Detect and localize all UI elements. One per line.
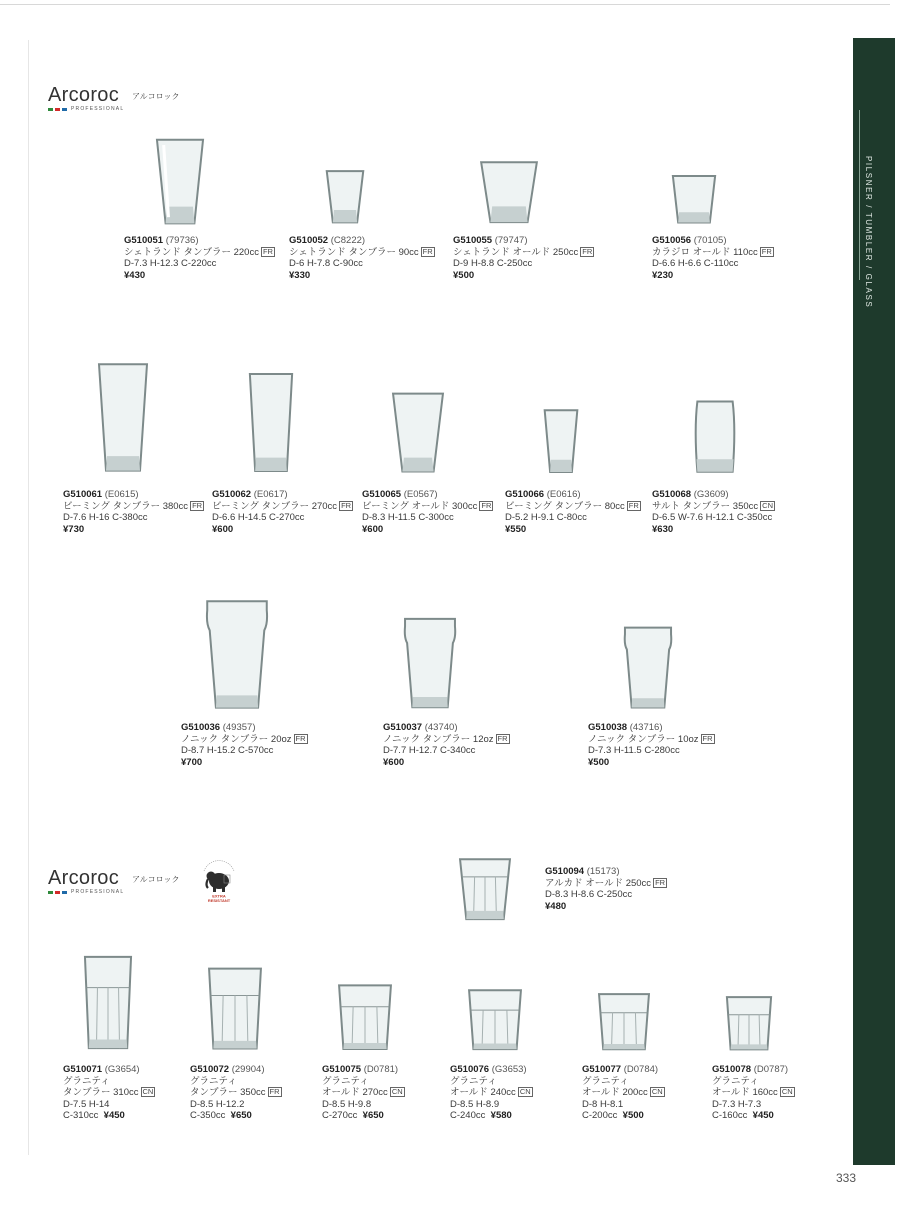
product-code: G510037 [383,722,423,733]
origin-badge: FR [269,1087,280,1096]
product-ref: (43716) [629,722,663,733]
glass-g510072 [208,967,262,1051]
glass-g510094 [459,858,511,921]
origin-badge: FR [262,246,273,256]
glass-g510055 [480,161,538,224]
glass-g510077 [598,993,650,1051]
product-ref: (43740) [424,722,458,733]
product-ref: (E0567) [403,489,438,500]
glass-g510065 [392,392,444,474]
product-capacity: C-310cc [63,1110,99,1121]
product-desc: サルト タンブラー 350cc [652,500,759,512]
product-caption [63,1064,155,1122]
product-dims: D-7.5 H-14 [63,1098,110,1110]
product-ref: (E0615) [104,489,139,500]
old-fashioned-glass-icon [392,392,444,474]
product-caption [453,235,594,281]
category-label: PILSNER / TUMBLER / GLASS [864,156,873,309]
product-caption [190,1064,282,1122]
product-dims: D-6.6 H-6.6 C-110cc [652,258,739,269]
product-code: G510062 [212,489,252,500]
origin-badge: FR [582,246,593,256]
brand-sub-text: PROFESSIONAL [71,106,125,112]
product-capacity: C-160cc [712,1110,748,1121]
product-series: グラニティ [712,1075,759,1087]
product-price: ¥480 [545,900,567,912]
product-desc: オールド 200cc [582,1087,648,1098]
product-desc: シェトランド タンブラー 90cc [289,246,419,258]
faceted-glass-icon [726,996,772,1051]
product-price: ¥430 [124,269,146,281]
origin-badge: FR [295,733,306,743]
glass-g510071 [84,955,132,1051]
product-caption [124,235,275,281]
product-caption [212,489,353,535]
product-dims: D-7.3 H-7.3 [712,1098,762,1110]
product-desc: アルカド オールド 250cc [545,877,652,889]
product-code: G510066 [505,489,545,500]
tumbler-glass-icon [694,400,736,474]
product-series: グラニティ [322,1075,369,1087]
top-rule [0,4,890,5]
tumbler-glass-icon [249,372,293,474]
glass-g510051 [156,138,204,226]
origin-badge: FR [192,500,203,510]
brand-square-blue [62,108,67,111]
product-code: G510068 [652,489,692,500]
product-price: ¥700 [181,756,203,768]
glass-g510038 [624,626,672,710]
glass-g510066 [544,409,578,474]
product-dims: D-6.6 H-14.5 C-270cc [212,512,305,523]
product-price: ¥630 [652,523,674,535]
product-price: ¥230 [652,269,674,281]
product-ref: (E0617) [253,489,288,500]
brand-header-bottom [48,867,180,895]
product-dims: D-6 H-7.8 C-90cc [289,258,363,269]
product-dims: D-9 H-8.8 C-250cc [453,258,533,269]
product-caption [362,489,493,535]
product-code: G510056 [652,235,692,246]
product-price: ¥500 [622,1110,644,1121]
origin-badge: FR [655,877,666,887]
origin-badge: FR [422,246,433,256]
elephant-icon [198,857,240,905]
product-ref: (49357) [222,722,256,733]
product-price: ¥550 [505,523,527,535]
product-dims: D-8.5 H-9.8 [322,1098,372,1110]
tumbler-glass-icon [544,409,578,474]
product-desc: カラジロ オールド 110cc [652,246,758,258]
origin-badge: CN [519,1087,531,1096]
product-code: G510075 [322,1064,362,1075]
product-code: G510078 [712,1064,752,1075]
category-sidebar [853,38,895,1165]
product-series: グラニティ [190,1075,237,1087]
product-desc: ノニック タンブラー 10oz [588,733,699,745]
product-dims: D-8 H-8.1 [582,1098,624,1110]
brand-sub [48,889,124,895]
old-fashioned-glass-icon [672,175,716,224]
product-dims: D-7.3 H-11.5 C-280cc [588,745,680,756]
product-dims: D-8.3 H-8.6 C-250cc [545,889,633,900]
product-desc: ノニック タンブラー 20oz [181,733,292,745]
product-desc: ビーミング タンブラー 380cc [63,500,189,512]
product-caption [181,722,308,768]
product-caption [383,722,510,768]
glass-g510068 [694,400,736,474]
tumbler-glass-icon [326,170,364,224]
svg-text:RESISTANT: RESISTANT [207,898,231,903]
nonic-glass-icon [206,599,268,711]
glass-g510056 [672,175,716,224]
product-caption [450,1064,533,1122]
brand-square-red [55,891,60,894]
nonic-glass-icon [624,626,672,710]
product-series: グラニティ [582,1075,629,1087]
faceted-glass-icon [459,858,511,921]
product-price: ¥450 [752,1110,774,1121]
brand-square-blue [62,891,67,894]
product-code: G510072 [190,1064,230,1075]
product-code: G510061 [63,489,103,500]
product-ref: (D0787) [753,1064,789,1075]
product-desc: ノニック タンブラー 12oz [383,733,494,745]
product-ref: (70105) [693,235,727,246]
product-dims: D-8.5 H-8.9 [450,1098,500,1110]
faceted-glass-icon [598,993,650,1051]
glass-g510052 [326,170,364,224]
product-price: ¥650 [362,1110,384,1121]
origin-badge: FR [702,733,713,743]
product-price: ¥650 [230,1110,252,1121]
product-ref: (G3653) [491,1064,527,1075]
origin-badge: CN [391,1087,403,1096]
product-price: ¥330 [289,269,311,281]
brand-square-red [55,108,60,111]
product-caption [582,1064,665,1122]
product-desc: オールド 240cc [450,1087,516,1098]
brand-kana: アルコロック [132,92,180,101]
product-ref: (79736) [165,235,199,246]
brand-sub-text: PROFESSIONAL [71,889,125,895]
product-code: G510094 [545,866,585,877]
product-dims: D-6.5 W-7.6 H-12.1 C-350cc [652,512,773,523]
product-capacity: C-350cc [190,1110,226,1121]
product-desc: オールド 270cc [322,1087,388,1098]
glass-g510078 [726,996,772,1051]
product-dims: D-7.7 H-12.7 C-340cc [383,745,476,756]
product-ref: (D0784) [623,1064,659,1075]
product-code: G510065 [362,489,402,500]
product-capacity: C-240cc [450,1110,486,1121]
product-caption [63,489,204,535]
product-code: G510052 [289,235,329,246]
brand-logo: Arcoroc [48,84,120,106]
product-capacity: C-200cc [582,1110,618,1121]
product-code: G510076 [450,1064,490,1075]
glass-g510036 [206,599,268,711]
product-dims: D-7.3 H-12.3 C-220cc [124,258,217,269]
origin-badge: CN [651,1087,663,1096]
brand-square-green [48,108,53,111]
faceted-glass-icon [338,984,392,1051]
product-ref: (79747) [494,235,528,246]
product-caption [505,489,641,535]
product-dims: D-8.5 H-12.2 [190,1098,245,1110]
product-caption [652,489,775,535]
tumbler-glass-icon [98,362,148,474]
product-code: G510071 [63,1064,103,1075]
product-series: グラニティ [63,1075,110,1087]
origin-badge: FR [497,733,508,743]
product-desc: タンブラー 350cc [190,1087,266,1098]
product-series: グラニティ [450,1075,497,1087]
left-rule [28,40,29,1155]
product-ref: (D0781) [363,1064,399,1075]
product-code: G510036 [181,722,221,733]
origin-badge: FR [481,500,492,510]
origin-badge: FR [341,500,352,510]
nonic-glass-icon [404,617,456,710]
product-caption [322,1064,405,1122]
glass-g510061 [98,362,148,474]
origin-badge: FR [761,246,772,256]
product-dims: D-8.3 H-11.5 C-300cc [362,512,454,523]
product-dims: D-5.2 H-9.1 C-80cc [505,512,587,523]
product-ref: (E0616) [546,489,581,500]
brand-header-top [48,84,180,112]
origin-badge: CN [781,1087,793,1096]
product-price: ¥600 [362,523,384,535]
product-ref: (G3609) [693,489,729,500]
product-dims: D-7.6 H-16 C-380cc [63,512,148,523]
product-price: ¥450 [103,1110,125,1121]
tumbler-glass-icon [156,138,204,226]
svg-text:EXTRA: EXTRA [212,893,226,899]
brand-kana: アルコロック [132,875,180,884]
product-capacity: C-270cc [322,1110,358,1121]
product-caption [652,235,774,281]
product-caption [545,866,667,912]
product-price: ¥500 [588,756,610,768]
product-desc: シェトランド オールド 250cc [453,246,579,258]
glass-g510062 [249,372,293,474]
product-desc: ビーミング タンブラー 80cc [505,500,625,512]
page-number: 333 [836,1171,857,1185]
product-price: ¥500 [453,269,475,281]
product-code: G510038 [588,722,628,733]
product-ref: (29904) [231,1064,265,1075]
product-desc: シェトランド タンブラー 220cc [124,246,259,258]
glass-g510037 [404,617,456,710]
sidebar-rule [859,110,860,280]
origin-badge: CN [142,1087,154,1096]
product-ref: (C8222) [330,235,366,246]
brand-logo: Arcoroc [48,867,120,889]
glass-g510076 [468,989,522,1051]
product-price: ¥600 [212,523,234,535]
product-desc: ビーミング タンブラー 270cc [212,500,338,512]
product-caption [712,1064,795,1122]
brand-square-green [48,891,53,894]
product-dims: D-8.7 H-15.2 C-570cc [181,745,274,756]
product-caption [289,235,435,281]
product-price: ¥600 [383,756,405,768]
product-code: G510051 [124,235,164,246]
product-desc: タンブラー 310cc [63,1087,139,1098]
product-code: G510055 [453,235,493,246]
faceted-glass-icon [208,967,262,1051]
origin-badge: CN [762,500,773,510]
product-code: G510077 [582,1064,622,1075]
product-price: ¥580 [490,1110,512,1121]
product-desc: ビーミング オールド 300cc [362,500,478,512]
origin-badge: FR [628,500,639,510]
brand-sub [48,106,124,112]
old-fashioned-glass-icon [480,161,538,224]
product-ref: (15173) [586,866,620,877]
product-price: ¥730 [63,523,85,535]
product-ref: (G3654) [104,1064,140,1075]
extra-resistant-badge [198,857,240,905]
product-desc: オールド 160cc [712,1087,778,1098]
faceted-glass-icon [84,955,132,1051]
glass-g510075 [338,984,392,1051]
product-caption [588,722,715,768]
faceted-glass-icon [468,989,522,1051]
